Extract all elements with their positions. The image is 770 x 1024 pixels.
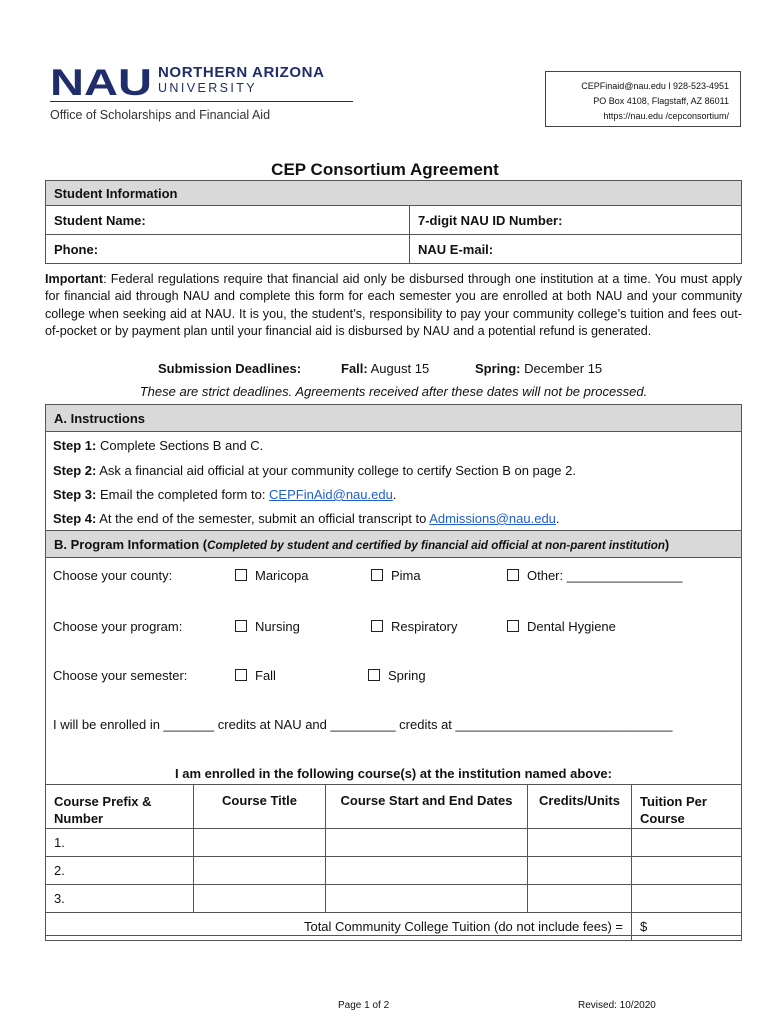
fall-label: Fall: (341, 361, 368, 376)
course-dates-cell[interactable] (326, 857, 528, 885)
col-course-dates: Course Start and End Dates (326, 785, 528, 829)
checkbox-icon[interactable] (507, 569, 519, 581)
nau-logo-text: NAU (50, 66, 152, 96)
finaid-email-link[interactable]: CEPFinAid@nau.edu (269, 487, 393, 502)
program-option-nursing[interactable] (235, 619, 300, 634)
nau-email-field[interactable]: NAU E-mail: (410, 235, 742, 264)
office-name: Office of Scholarships and Financial Aid (50, 108, 271, 122)
student-info-heading: Student Information (46, 181, 742, 206)
university-name-line2: UNIVERSITY (158, 81, 258, 95)
contact-email-phone: CEPFinaid@nau.edu l 928-523-4951 (581, 81, 729, 91)
section-b-paren-open: ( (199, 537, 208, 552)
course-credits-cell[interactable] (528, 857, 632, 885)
section-b-paren-close: ) (664, 537, 670, 552)
nau-logo-mark (50, 66, 152, 96)
county-option-label: Pima (391, 568, 421, 583)
county-option-label: Maricopa (255, 568, 309, 583)
step-3-end: . (392, 487, 397, 502)
county-label: Choose your county: (53, 568, 173, 583)
county-option-other[interactable] (507, 568, 682, 583)
step-1 (53, 438, 263, 453)
spring-deadline (475, 361, 602, 376)
step-3 (53, 487, 396, 502)
total-tuition-cell[interactable]: $ (632, 913, 742, 941)
important-label: Important (45, 272, 104, 286)
step-1-text: Complete Sections B and C. (99, 438, 264, 453)
semester-option-fall[interactable] (235, 668, 276, 683)
step-3-label: Step 3: (53, 487, 97, 502)
step-4-end: . (555, 511, 560, 526)
course-tuition-cell[interactable] (632, 829, 742, 857)
checkbox-icon[interactable] (235, 669, 247, 681)
step-4-label: Step 4: (53, 511, 97, 526)
deadlines-label: Submission Deadlines: (158, 361, 302, 376)
contact-box (545, 71, 741, 127)
fall-deadline (341, 361, 429, 376)
section-a-heading: A. Instructions (46, 405, 741, 432)
checkbox-icon[interactable] (371, 569, 383, 581)
course-row-number: 3. (46, 885, 194, 913)
semester-label: Choose your semester: (53, 668, 188, 683)
county-option-pima[interactable] (371, 568, 421, 583)
program-label: Choose your program: (53, 619, 183, 634)
credits-line[interactable]: I will be enrolled in _______ credits at NAU and _________ credits at ______________________________ (53, 717, 673, 732)
course-row-number: 2. (46, 857, 194, 885)
checkbox-icon[interactable] (368, 669, 380, 681)
semester-option-label: Fall (255, 668, 276, 683)
program-option-label: Nursing (255, 619, 300, 634)
checkbox-icon[interactable] (235, 569, 247, 581)
section-b-heading (46, 531, 741, 558)
step-2 (53, 463, 576, 478)
student-name-field[interactable]: Student Name: (46, 206, 410, 235)
course-title-cell[interactable] (194, 857, 326, 885)
col-tuition: Tuition Per Course (632, 785, 742, 829)
program-option-label: Respiratory (391, 619, 458, 634)
course-dates-cell[interactable] (326, 829, 528, 857)
step-4 (53, 511, 560, 526)
county-option-maricopa[interactable] (235, 568, 308, 583)
col-course-prefix: Course Prefix & Number (46, 785, 194, 829)
phone-field[interactable]: Phone: (46, 235, 410, 264)
program-option-label: Dental Hygiene (527, 619, 616, 634)
course-credits-cell[interactable] (528, 885, 632, 913)
strict-deadline-note: These are strict deadlines. Agreements received after these dates will not be processed. (139, 384, 648, 399)
step-2-label: Step 2: (53, 463, 97, 478)
course-tuition-cell[interactable] (632, 885, 742, 913)
nau-id-field[interactable]: 7-digit NAU ID Number: (410, 206, 742, 235)
semester-option-label: Spring (388, 668, 426, 683)
section-b-title: B. Program Information (54, 537, 200, 552)
spring-date: December 15 (524, 361, 603, 376)
logo-divider (50, 101, 353, 102)
county-option-label: Other: ________________ (527, 568, 683, 583)
important-notice (45, 271, 742, 341)
page-number: Page 1 of 2 (338, 1000, 390, 1011)
courses-heading: I am enrolled in the following course(s) at the institution named above: (175, 766, 612, 781)
course-tuition-cell[interactable] (632, 857, 742, 885)
checkbox-icon[interactable] (235, 620, 247, 632)
contact-address: PO Box 4108, Flagstaff, AZ 86011 (593, 96, 729, 106)
program-option-respiratory[interactable] (371, 619, 457, 634)
course-dates-cell[interactable] (326, 885, 528, 913)
spring-label: Spring: (475, 361, 521, 376)
col-course-title: Course Title (194, 785, 326, 829)
section-b-subheading: Completed by student and certified by financial aid official at non-parent institution (207, 539, 665, 552)
important-text: : Federal regulations require that financial aid only be disbursed through one institution at a time. You must apply for financial aid through NAU and complete this form for each semester you are enrolled at both NAU and your community college when seeking aid at NAU. It is you, the student’s, responsibility to pay your community college’s tuition and fees out-of-pocket or by payment plan until your financial aid is disbursed by NAU and a potential refund is generated. (45, 272, 742, 339)
admissions-email-link[interactable]: Admissions@nau.edu (429, 511, 556, 526)
total-tuition-label: Total Community College Tuition (do not include fees) = (46, 913, 632, 941)
page-title: CEP Consortium Agreement (271, 160, 499, 179)
step-1-label: Step 1: (53, 438, 97, 453)
col-credits: Credits/Units (528, 785, 632, 829)
student-info-table (45, 180, 742, 264)
course-title-cell[interactable] (194, 829, 326, 857)
step-4-text: At the end of the semester, submit an official transcript to (99, 511, 430, 526)
fall-date: August 15 (370, 361, 430, 376)
step-2-text: Ask a financial aid official at your community college to certify Section B on page 2. (99, 463, 576, 478)
courses-table (45, 784, 742, 941)
course-title-cell[interactable] (194, 885, 326, 913)
course-row-number: 1. (46, 829, 194, 857)
contact-url: https://nau.edu /cepconsortium/ (603, 111, 729, 121)
semester-option-spring[interactable] (368, 668, 426, 683)
checkbox-icon[interactable] (371, 620, 383, 632)
checkbox-icon[interactable] (507, 620, 519, 632)
course-credits-cell[interactable] (528, 829, 632, 857)
step-3-text: Email the completed form to: (99, 487, 270, 502)
university-name-line1: NORTHERN ARIZONA (158, 64, 325, 81)
program-option-dental[interactable] (507, 619, 616, 634)
revised-date: Revised: 10/2020 (578, 1000, 656, 1011)
